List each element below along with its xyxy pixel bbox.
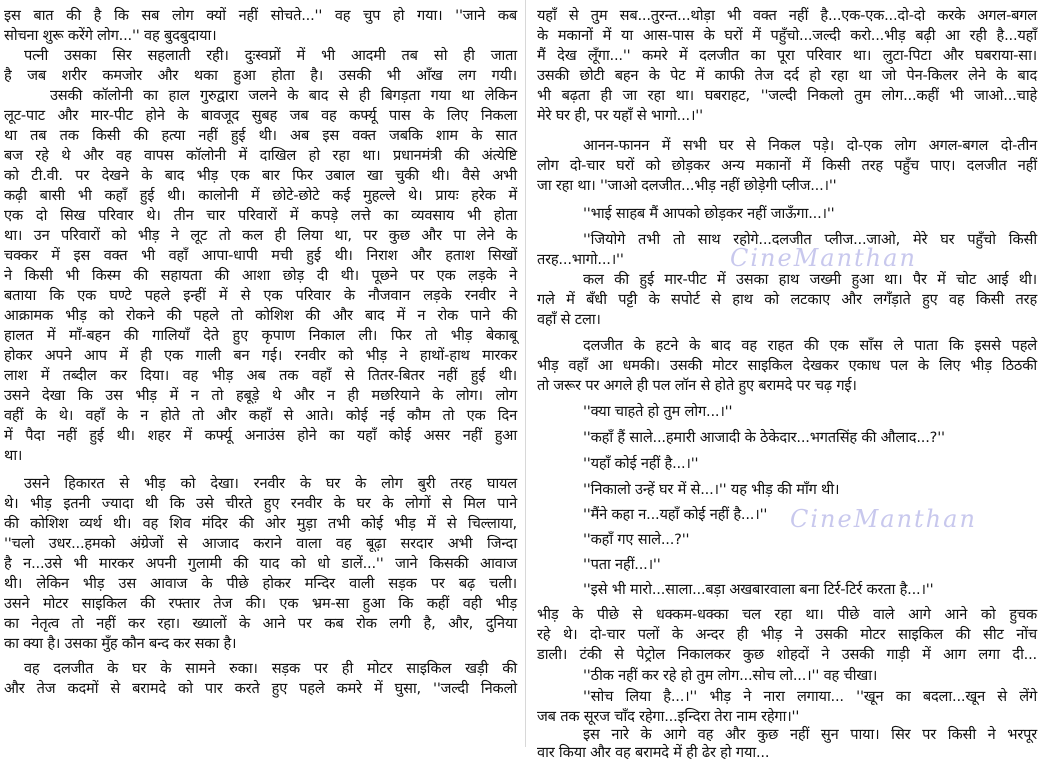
text-line: हालत में माँ-बहन की गालियाँ देते हुए कृपाण निकाल ली। फिर तो भीड़ बेकाबू (4, 327, 517, 344)
text-line: ''चलो उधर...हमको अंग्रेजों से आजाद कराने वाला वह बूढ़ा सरदार अभी जिन्दा (4, 535, 517, 552)
text-line: भीड़ के पीछे से धक्कम-धक्का चल रहा था। पीछे वाले आगे आने को हुचक (537, 606, 1037, 623)
text-line: के मकानों में या आस-पास के घरों में पहुँचो...जल्दी करो...भीड़ बढ़ी आ रही है...यहाँ (537, 27, 1037, 44)
text-line: लूट-पाट और मार-पीट होने के बावजूद सुबह जब वह कर्फ्यू पास के लिए निकला (4, 107, 517, 124)
watermark-text: CineManthan (790, 505, 977, 533)
text-line: भी बढ़ता ही जा रहा था। घबराहट, ''जल्दी निकलो तुम लोग...कहीं भी जाओ...चाहे (537, 87, 1037, 104)
text-line: इस बात की है कि सब लोग क्यों नहीं सोचते...'' वह चुप हो गया। ''जाने कब (4, 7, 517, 24)
text-line: ''इसे भी मारो...साला...बड़ा अखबारवाला बना टिर्र-टिर्र करता है...।'' (583, 581, 934, 598)
text-line: का नेतृत्व तो नहीं कर रहा। ख्यालों के आने पर कब रोक लगी है, और, दुनिया (4, 615, 517, 632)
text-line: ''पता नहीं...।'' (583, 556, 661, 573)
text-line: सोचना शुरू करेंगे लोग...'' वह बुदबुदाया। (4, 27, 217, 44)
text-line: की कोशिश व्यर्थ थी। वह शिव मंदिर की ओर मुड़ा तभी कोई भीड़ में से चिल्लाया, (4, 515, 517, 532)
text-line: बताया कि एक घण्टे पहले इन्हीं में से एक परिवार के नौजवान लड़के रनवीर ने (4, 287, 517, 304)
text-line: कढ़ी बासी भी कहाँ हुई थी। कालोनी में छोटे-छोटे कई मुहल्ले थे। प्रायः हरेक में (4, 187, 517, 204)
watermark-text: CineManthan (730, 244, 917, 272)
text-line: होकर अपने आप में ही एक गाली बन गई। रनवीर को भीड़ ने हाथों-हाथ मारकर (4, 347, 517, 364)
text-line: आक्रामक भीड़ को रोकने की पहले तो कोशिश की और बाद में न रोक पाने की (4, 307, 517, 324)
text-line: गले में बँधी पट्टी के सपोर्ट से हाथ को लटकाए और लगँड़ाते हुए वह किसी तरह (537, 291, 1037, 308)
text-line: ''कहाँ हैं साले...हमारी आजादी के ठेकेदार...भगतसिंह की औलाद...?'' (583, 429, 945, 446)
text-line: ''निकालो उन्हें घर में से...।'' यह भीड़ की माँग थी। (583, 481, 840, 498)
text-line: ''ठीक नहीं कर रहे हो तुम लोग...सोच लो...।'' वह चीखा। (583, 667, 878, 684)
text-line: ''सोच लिया है...।'' भीड़ ने नारा लगाया... ''खून का बदला...खून से लेंगे (583, 688, 1037, 705)
text-line: उसने हिकारत से भीड़ को देखा। रनवीर के घर के लोग बुरी तरह घायल (24, 475, 517, 492)
text-line: का क्या है। उसका मुँह कौन बन्द कर सका है। (4, 635, 237, 652)
text-line: पत्नी उसका सिर सहलाती रही। दुःस्वप्नों में भी आदमी तब सो ही जाता (24, 47, 517, 64)
text-line: वार किया और वह बरामदे में ही ढेर हो गया... (537, 744, 770, 761)
text-line: में पैदा नहीं हुई थी। शहर में कर्फ्यू अनाउंस होने का यहाँ कोई असर नहीं हुआ (4, 427, 517, 444)
text-line: ''कहाँ गए साले...?'' (583, 531, 690, 548)
text-line: ''जियोगे तभी तो साथ रहोगे...दलजीत प्लीज...जाओ, मेरे घर पहुँचो किसी (583, 231, 1037, 248)
text-line: थे। भीड़ इतनी ज्यादा थी कि उसे चीरते हुए रनवीर के घर के लोगों से मिल पाने (4, 495, 517, 512)
text-line: ने किसी भी किस्म की सहायता की आशा छोड़ दी थी। पूछने पर एक लड़के ने (4, 267, 517, 284)
text-line: था। (4, 447, 23, 464)
text-line: तो जरूर पर अगले ही पल लॉन से होते हुए बरामदे पर चढ़ गई। (537, 377, 857, 394)
text-line: मेरे घर ही, पर यहाँ से भागो...।'' (537, 107, 703, 124)
text-line: ''यहाँ कोई नहीं है...।'' (583, 455, 699, 472)
text-line: वहीं के थे। वहाँ के न होते तो और कहाँ से आते। कोई नई कौम तो एक दिन (4, 407, 517, 424)
text-line: डाली। टंकी से पेट्रोल निकालकर कुछ शोहदों ने उसकी गाड़ी में आग लगा दी... (537, 646, 1037, 663)
text-line: है न...उसे भी मारकर अपनी गुलामी की याद को धो डालें...'' जाने किसकी आवाज (4, 555, 517, 572)
text-line: था। उन परिवारों को भीड़ ने लूट तो कल ही लिया था, पर कुछ और पा लेने के (4, 227, 517, 244)
text-line: जब तक सूरज चाँद रहेगा...इन्दिरा तेरा नाम रहेगा।'' (537, 708, 800, 725)
text-line: उसकी छोटी बहन के पेट में काफी तेज दर्द हो रहा था जो पेन-किलर लेने के बाद (537, 67, 1037, 84)
text-line: था तब तक किसी की हत्या नहीं हुई थी। अब इस वक्त जबकि शाम के सात (4, 127, 517, 144)
text-line: चक्कर में इस वक्त भी वहाँ आपा-धापी मची हुई थी। निराश और हताश सिखों (4, 247, 517, 264)
text-line: है जब शरीर कमजोर और थका हुआ होता है। उसकी भी आँख लग गयी। (4, 67, 517, 84)
text-line: इस नारे के आगे वह और कुछ नहीं सुन पाया। सिर पर किसी ने भरपूर (583, 726, 1037, 743)
text-line: उसकी कॉलोनी का हाल गुरुद्वारा जलने के बाद से ही बिगड़ता गया था लेकिन (50, 87, 517, 104)
text-line: थी। लेकिन भीड़ उस आवाज के पीछे होकर मन्दिर वाली सड़क पर बढ़ चली। (4, 575, 517, 592)
text-line: एक दो सिख परिवार थे। तीन चार परिवारों में कपड़े लत्ते का व्यवसाय भी होता (4, 207, 517, 224)
text-line: लोग दो-चार घरों को छोड़कर अन्य मकानों में किसी तरह पहुँच पाए। दलजीत नहीं (537, 157, 1037, 174)
left-text-column (4, 0, 517, 747)
text-line: जा रहा था। ''जाओ दलजीत...भीड़ नहीं छोड़ेगी प्लीज...।'' (537, 177, 837, 194)
text-line: उसने मोटर साइकिल की रफ्तार तेज की। एक भ्रम-सा हुआ कि कहीं वही भीड़ (4, 595, 517, 612)
text-line: वहाँ से टला। (537, 311, 601, 328)
text-line: बज रहे थे और वह वापस कॉलोनी में दाखिल हो रहा था। प्रधानमंत्री की अंत्येष्टि (4, 147, 517, 164)
text-line: उसने देखा कि उस भीड़ में न तो हबूड़े थे और न ही मछरियाने के लोग। लोग (4, 387, 517, 404)
text-line: रहे थे। दो-चार पलों के अन्दर ही भीड़ ने उसकी मोटर साइकिल की सीट नोंच (537, 626, 1037, 643)
text-line: आनन-फानन में सभी घर से निकल पड़े। दो-एक लोग अगल-बगल दो-तीन (583, 137, 1037, 154)
text-line: ''मैंने कहा न...यहाँ कोई नहीं है...।'' (583, 506, 768, 523)
text-line: और तेज कदमों से बरामदे को पार करते हुए पहले कमरे में घुसा, ''जल्दी निकलो (4, 680, 517, 697)
text-line: को टी.वी. पर देखने के बाद भीड़ एक बार फिर उबाल खा चुकी थी। वैसे अभी (4, 167, 517, 184)
text-line: कल की हुई मार-पीट में उसका हाथ जख्मी हुआ था। पैर में चोट आई थी। (583, 271, 1037, 288)
right-text-column (537, 0, 1037, 761)
text-line: भीड़ वहाँ आ धमकी। उसकी मोटर साइकिल देखकर एकाध पल के लिए भीड़ ठिठकी (537, 357, 1037, 374)
column-divider (525, 0, 526, 747)
text-line: वह दलजीत के घर के सामने रुका। सड़क पर ही मोटर साइकिल खड़ी की (24, 660, 517, 677)
text-line: ''भाई साहब मैं आपको छोड़कर नहीं जाऊँगा...।'' (583, 205, 835, 222)
text-line: यहाँ से तुम सब...तुरन्त...थोड़ा भी वक्त नहीं है...एक-एक...दो-दो करके अगल-बगल (537, 7, 1037, 24)
text-line: लाश में तब्दील कर दिया। वह भीड़ अब तक वहाँ से तितर-बितर नहीं हुई थी। (4, 367, 517, 384)
text-line: ''क्या चाहते हो तुम लोग...।'' (583, 403, 733, 420)
text-line: मैं देख लूँगा...'' कमरे में दलजीत का पूरा परिवार था। लुटा-पिटा और घबराया-सा। (537, 47, 1037, 64)
text-line: तरह...भागो...।'' (537, 251, 624, 268)
text-line: दलजीत के हटने के बाद वह राहत की एक साँस ले पाता कि इससे पहले (583, 337, 1037, 354)
